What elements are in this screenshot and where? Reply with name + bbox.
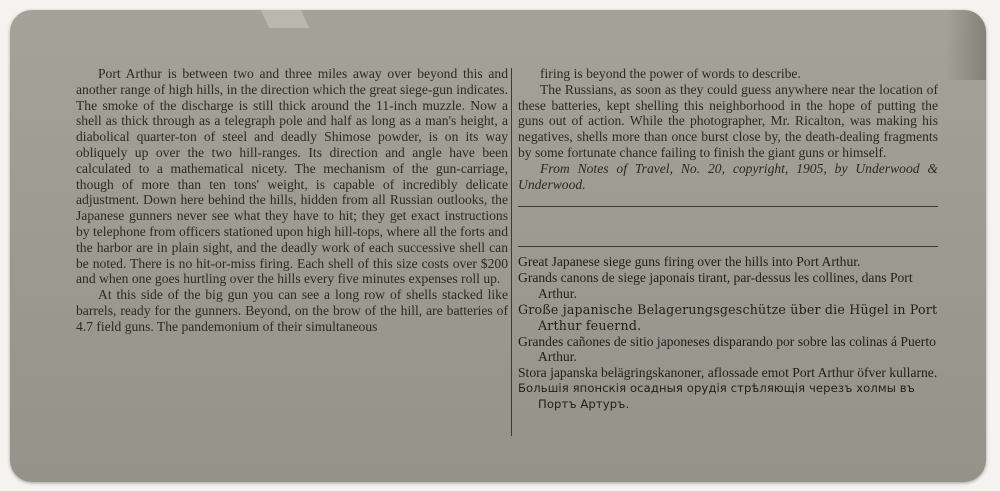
left-text-column [76, 66, 508, 335]
caption-spanish: Grandes cañones de sitio japoneses disparando por sobre las colinas á Puerto Arthur. [518, 333, 936, 365]
stereoview-card-back [10, 10, 986, 482]
caption-rule [518, 246, 938, 247]
card-edge-mark [261, 10, 309, 28]
copyright-credit: From Notes of Travel, No. 20, copyright, 1905, by Underwood & Underwood. [518, 160, 938, 192]
caption-english: Great Japanese siege guns firing over the hills into Port Arthur. [518, 254, 861, 269]
caption-german: Große japanische Belagerungsgeschütze über die Hügel in Port Arthur feuernd. [518, 301, 938, 333]
caption-french: Grands canons de siege japonais tirant, par-dessus les collines, dans Port Arthur. [518, 269, 913, 301]
caption-russian: Большія японскія осадныя орудія стрѣляющія черезъ холмы въ Портъ Артуръ. [518, 381, 915, 412]
left-paragraph-1: Port Arthur is between two and three miles away over beyond this and another range of high hills, in the direction which the great siege-gun indicates. The smoke of the discharge is still thick around the 11-inch muzzle. Now a shell as thick through as a telegraph pole and half as long as a man's height, a diabolical quarter-ton of steel and deadly Shimose powder, is on its way obliquely up over the two hill-ranges. Its direction and angle have been calculated to a mathematical nicety. The mechanism of the gun-carriage, though of more than ten tons' weight, is capable of incredibly delicate adjustment. Down here behind the hills, hidden from all Russian outlooks, the Japanese gunners never see what they have to hit; they get exact instructions by telephone from officers stationed upon high hill-tops, where all the forts and the harbor are in plain sight, and the deadly work of each successive shell can be noted. There is no hit-or-miss firing. Each shell of this size costs over $200 and when one goes hurtling over the hills every five minutes expenses roll up. [76, 66, 508, 287]
right-text-column [518, 66, 938, 192]
upper-rule [518, 206, 938, 207]
right-paragraph-1: firing is beyond the power of words to describe. [540, 66, 801, 81]
card-corner-shadow [946, 10, 986, 80]
left-paragraph-2: At this side of the big gun you can see a long row of shells stacked like barrels, ready for the gunners. Beyond, on the brow of the hill, are batteries of 4.7 field guns. The pandemonium of their simultaneous [76, 287, 508, 334]
caption-swedish: Stora japanska belägringskanoner, aflossade emot Port Arthur öfver kullarne. [518, 365, 938, 381]
right-paragraph-2: The Russians, as soon as they could guess anywhere near the location of these batteries, kept shelling this neighborhood in the hope of putting the guns out of action. While the photographer, Mr. Ricalton, was making his negatives, shells more than once burst close by, the death-dealing fragments by some fortunate chance failing to finish the giant guns or himself. [518, 81, 938, 160]
caption-block [518, 254, 938, 413]
column-divider [511, 68, 512, 436]
